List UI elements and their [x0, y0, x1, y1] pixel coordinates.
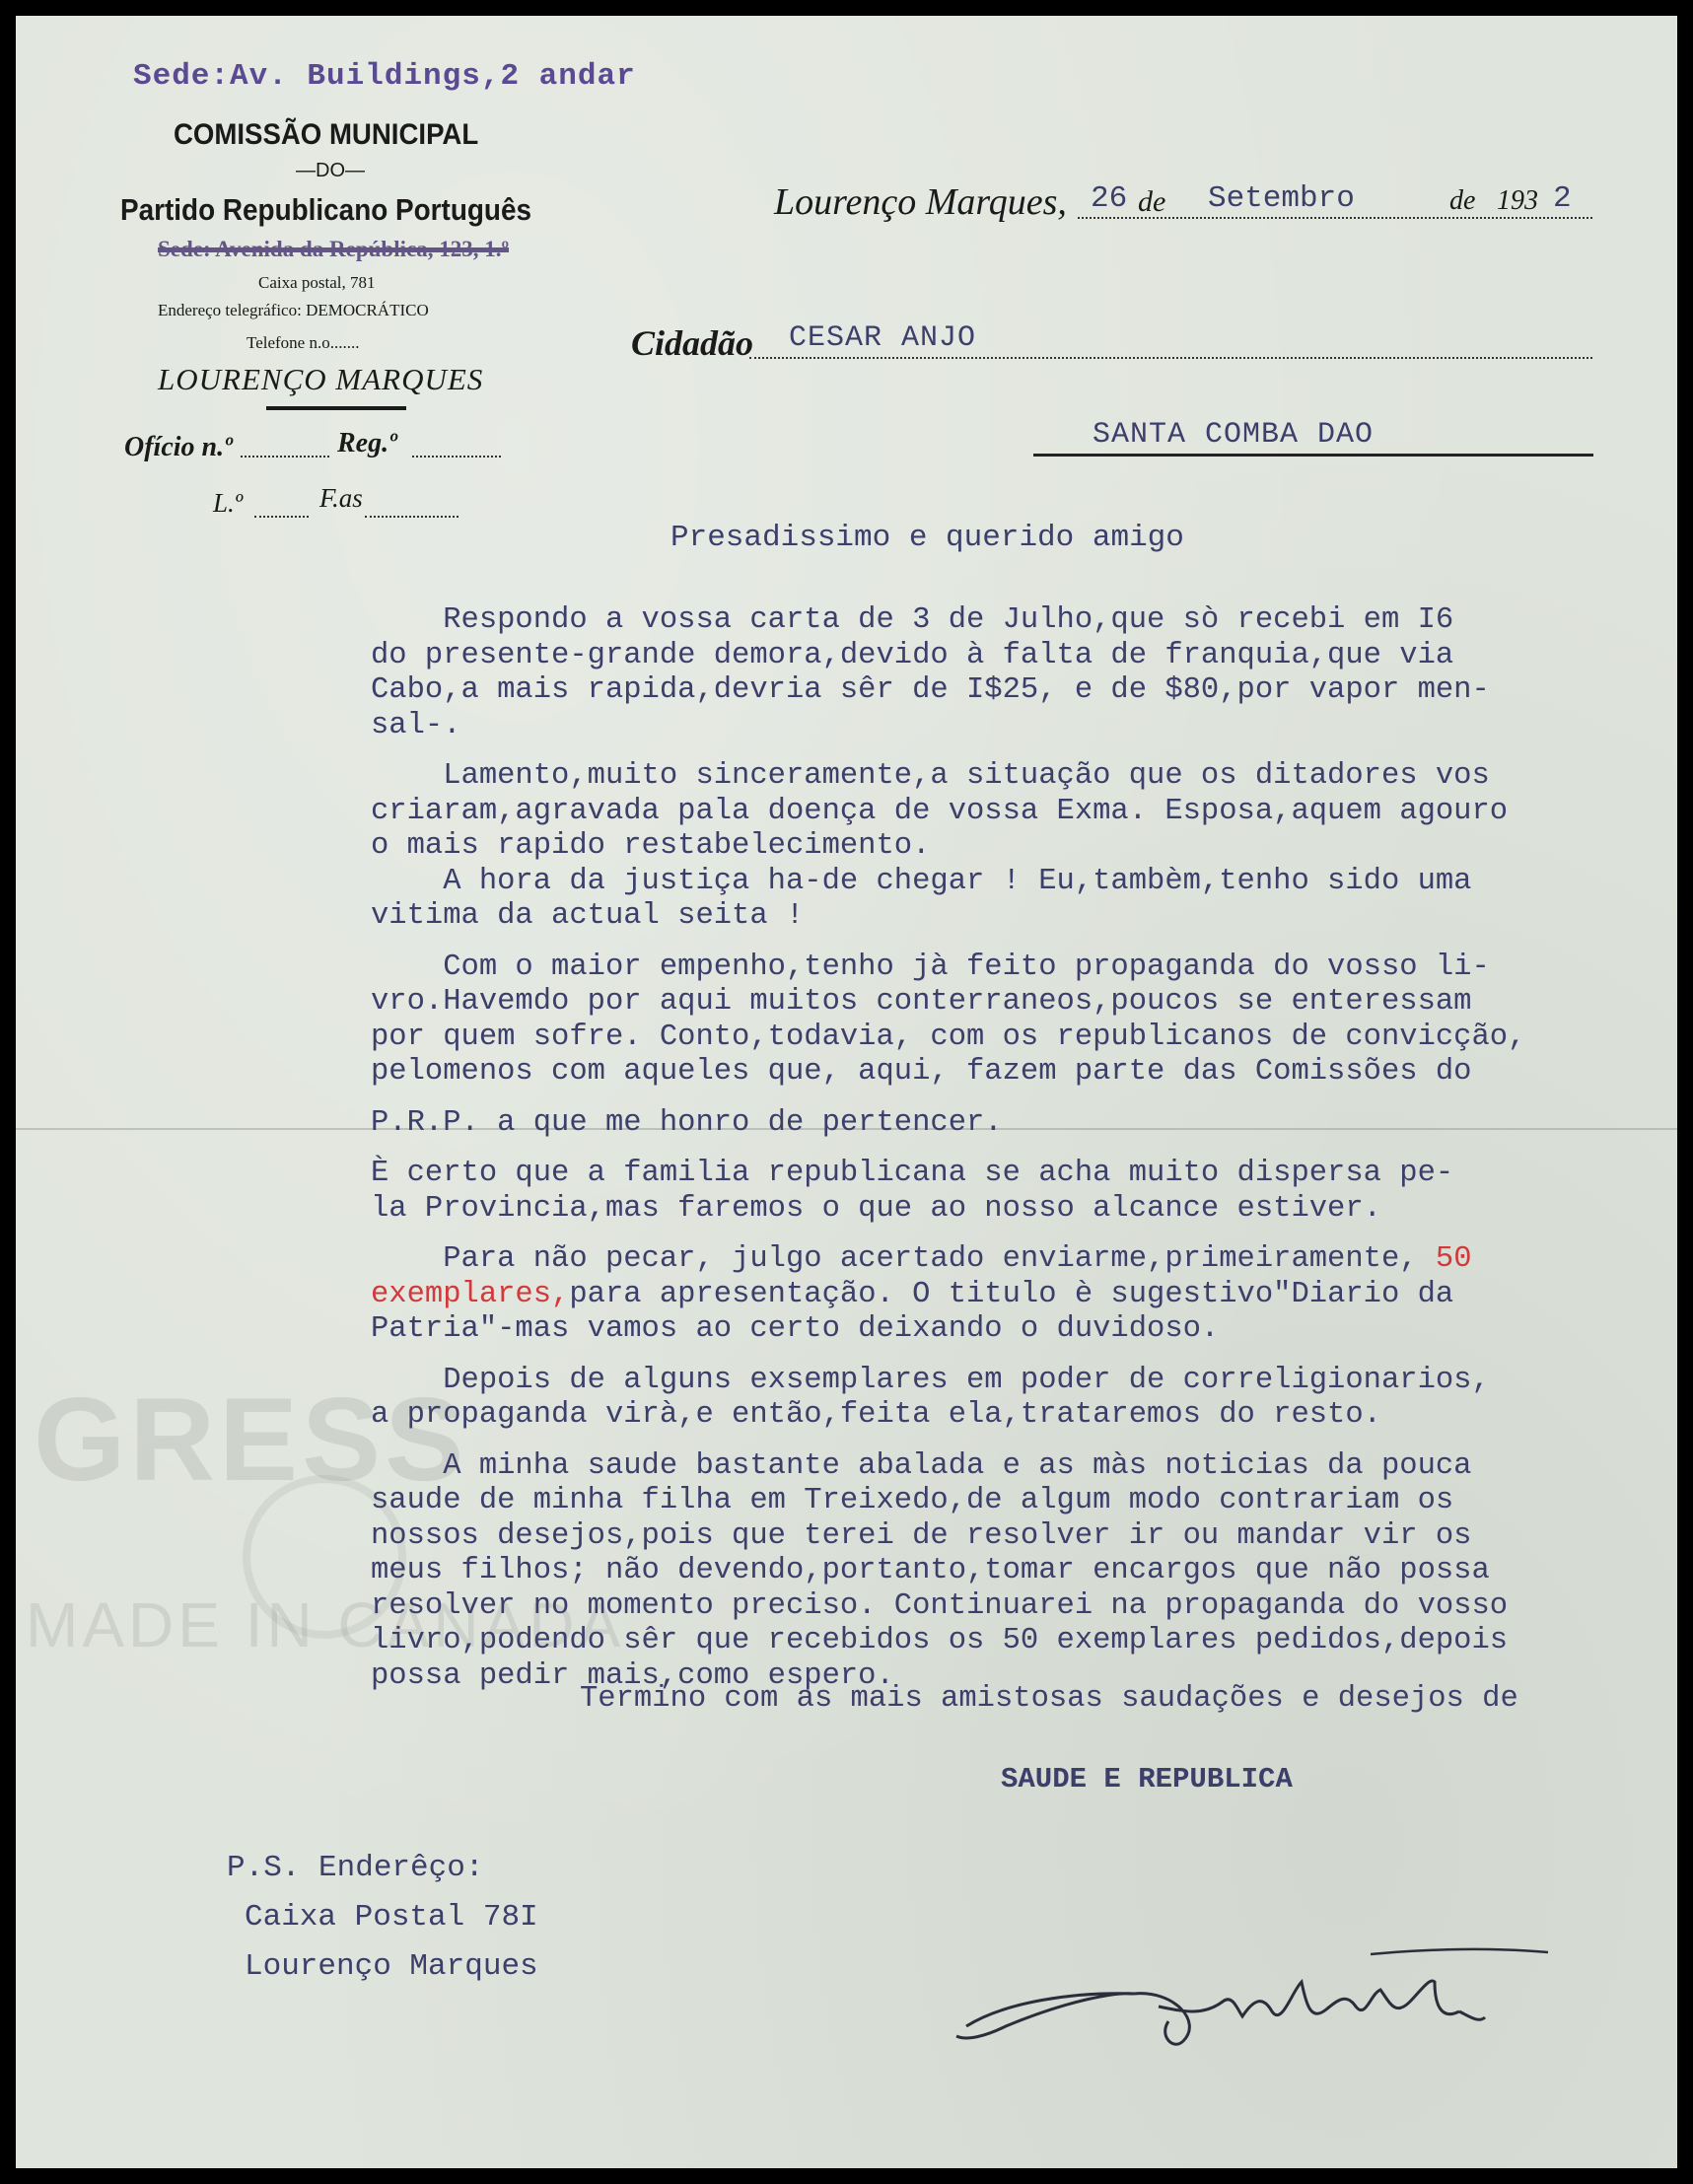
oficio-label: Ofício n.º — [124, 432, 233, 462]
body-line: criaram,agravada pala doença de vossa Exma. Esposa,aquem agouro — [371, 794, 1509, 828]
red-quantity: 50 — [1435, 1242, 1472, 1276]
date-day: 26 — [1091, 181, 1128, 216]
body-line: vitima da actual seita ! — [371, 899, 805, 933]
fas-label: F.as — [319, 483, 363, 513]
recipient-label: Cidadão — [631, 323, 754, 363]
letter-body — [371, 603, 1653, 1694]
lo-field — [254, 516, 309, 518]
body-line: a propaganda virà,e então,feita ela,trataremos do resto. — [371, 1398, 1381, 1432]
postscript-label: P.S. Enderêço: — [227, 1851, 484, 1885]
telephone: Telefone n.o....... — [247, 333, 360, 352]
body-text: Para não pecar, julgo acertado enviarme,primeiramente, — [371, 1242, 1436, 1276]
stamp-address: Sede:Av. Buildings,2 andar — [133, 59, 636, 94]
body-line: sal-. — [371, 708, 461, 742]
party-name: Partido Republicano Português — [120, 192, 531, 227]
handwritten-signature — [947, 1933, 1558, 2071]
date-de-1: de — [1138, 185, 1166, 218]
body-line: do presente-grande demora,devido à falta de franquia,que via — [371, 638, 1454, 672]
body-line: A hora da justiça ha-de chegar ! Eu,tambèm,tenho sido uma — [371, 864, 1472, 898]
postscript-line-2: Lourenço Marques — [245, 1949, 538, 1984]
letterhead-rule — [266, 406, 406, 410]
date-dotted-line — [1078, 217, 1592, 219]
body-line: P.R.P. a que me honro de pertencer. — [371, 1105, 1003, 1140]
body-line: È certo que a familia republicana se acha muito dispersa pe- — [371, 1157, 1454, 1190]
body-line: saude de minha filha em Treixedo,de algum modo contrariam os — [371, 1484, 1454, 1517]
body-line: vro.Havemdo por aqui muitos conterraneos,poucos se enteressam — [371, 985, 1472, 1019]
body-line: nossos desejos,pois que terei de resolver ir ou mandar vir os — [371, 1518, 1472, 1553]
date-place: Lourenço Marques, — [774, 181, 1067, 223]
letterhead-do: —DO— — [296, 160, 365, 181]
postscript — [227, 1844, 538, 1992]
reg-label: Reg.º — [337, 428, 397, 458]
watermark-made-in: MADE IN CANADA — [26, 1589, 625, 1660]
letterhead-city: LOURENÇO MARQUES — [158, 362, 484, 396]
date-year-prefix: 193 — [1497, 185, 1538, 216]
closing-line: Termino com as mais amistosas saudações e desejos de — [580, 1682, 1518, 1716]
body-line: resolver no momento preciso. Continuarei na propaganda do vosso — [371, 1588, 1509, 1623]
body-line: meus filhos; não devendo,portanto,tomar encargos que não possa — [371, 1554, 1490, 1587]
organization-title: COMISSÃO MUNICIPAL — [174, 118, 479, 151]
body-line: pelomenos com aqueles que, aqui, fazem parte das Comissões do — [371, 1055, 1472, 1089]
town-underline — [1033, 454, 1593, 457]
fas-field — [365, 516, 459, 518]
telegraph-address: Endereço telegráfico: DEMOCRÁTICO — [158, 301, 429, 319]
oficio-field — [241, 456, 329, 458]
body-line: Cabo,a mais rapida,devria sêr de I$25, e de $80,por vapor men- — [371, 673, 1490, 707]
body-line: livro,podendo sêr que recebidos os 50 exemplares pedidos,depois — [371, 1624, 1509, 1657]
date-year-digit: 2 — [1553, 181, 1572, 216]
reg-field — [412, 456, 501, 458]
recipient-name: CESAR ANJO — [789, 321, 977, 355]
body-line: Respondo a vossa carta de 3 de Julho,que sò recebi em I6 — [371, 603, 1454, 637]
body-line: Depois de alguns exsemplares em poder de correligionarios, — [371, 1363, 1490, 1397]
watermark-brand: GRESS — [34, 1374, 468, 1506]
postscript-line-1: Caixa Postal 78I — [245, 1900, 538, 1935]
body-line: o mais rapido restabelecimento. — [371, 829, 931, 863]
body-line: possa pedir mais,como espero. — [371, 1658, 894, 1693]
body-line: Patria"-mas vamos ao certo deixando o duvidoso. — [371, 1312, 1220, 1346]
date-de-2: de — [1449, 185, 1476, 216]
body-line — [371, 1242, 1653, 1278]
recipient-dotted-line — [749, 357, 1592, 359]
body-line: Com o maior empenho,tenho jà feito propaganda do vosso li- — [371, 950, 1490, 984]
body-line — [371, 1278, 1653, 1313]
body-line: A minha saude bastante abalada e as màs noticias da pouca — [371, 1448, 1472, 1483]
red-exemplares: exemplares, — [371, 1277, 570, 1311]
body-line: la Provincia,mas faremos o que ao nosso alcance estiver. — [371, 1191, 1381, 1226]
date-month: Setembro — [1208, 181, 1355, 216]
recipient-town: SANTA COMBA DAO — [1093, 418, 1375, 452]
salutation: Presadissimo e querido amigo — [670, 521, 1184, 555]
closing-motto: SAUDE E REPUBLICA — [1001, 1763, 1293, 1796]
lo-label: L.º — [213, 488, 244, 518]
body-line: por quem sofre. Conto,todavia, com os republicanos de convicção, — [371, 1020, 1526, 1054]
po-box: Caixa postal, 781 — [258, 273, 376, 292]
body-text: para apresentação. O titulo è sugestivo"Diario da — [569, 1277, 1454, 1311]
old-address-struck: Sede: Avenida da República, 123, 1.º — [158, 237, 510, 261]
body-line: Lamento,muito sinceramente,a situação que os ditadores vos — [371, 759, 1490, 793]
